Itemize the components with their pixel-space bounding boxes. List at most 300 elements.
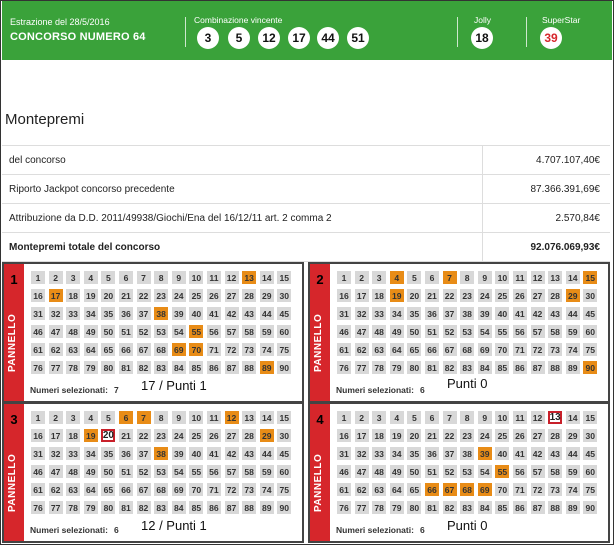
- number-cell[interactable]: 49: [84, 465, 98, 478]
- number-cell[interactable]: 71: [513, 343, 527, 356]
- number-cell[interactable]: 79: [84, 501, 98, 514]
- number-cell[interactable]: 37: [137, 307, 151, 320]
- number-cell[interactable]: 6: [425, 411, 439, 424]
- number-cell[interactable]: 46: [337, 465, 351, 478]
- number-cell[interactable]: 68: [460, 483, 474, 496]
- number-cell[interactable]: 63: [66, 343, 80, 356]
- number-cell[interactable]: 16: [31, 289, 45, 302]
- number-cell[interactable]: 33: [66, 447, 80, 460]
- number-cell[interactable]: 12: [531, 271, 545, 284]
- number-cell[interactable]: 75: [277, 483, 291, 496]
- number-cell[interactable]: 31: [337, 307, 351, 320]
- number-cell[interactable]: 22: [137, 289, 151, 302]
- number-cell[interactable]: 14: [566, 411, 580, 424]
- number-cell[interactable]: 42: [531, 307, 545, 320]
- number-cell[interactable]: 1: [31, 271, 45, 284]
- number-cell[interactable]: 71: [513, 483, 527, 496]
- number-cell[interactable]: 5: [101, 271, 115, 284]
- number-cell[interactable]: 16: [31, 429, 45, 442]
- number-cell[interactable]: 57: [531, 465, 545, 478]
- number-cell[interactable]: 32: [49, 307, 63, 320]
- number-cell[interactable]: 60: [583, 325, 597, 338]
- number-cell[interactable]: 67: [137, 343, 151, 356]
- number-cell[interactable]: 88: [548, 501, 562, 514]
- number-cell[interactable]: 67: [443, 483, 457, 496]
- number-cell[interactable]: 37: [443, 307, 457, 320]
- number-cell[interactable]: 27: [531, 289, 545, 302]
- number-cell[interactable]: 83: [460, 501, 474, 514]
- number-cell[interactable]: 77: [49, 501, 63, 514]
- number-cell[interactable]: 76: [31, 361, 45, 374]
- number-cell[interactable]: 22: [443, 429, 457, 442]
- number-cell[interactable]: 48: [372, 325, 386, 338]
- number-cell[interactable]: 43: [242, 307, 256, 320]
- number-cell[interactable]: 88: [242, 501, 256, 514]
- number-cell[interactable]: 48: [66, 465, 80, 478]
- number-cell[interactable]: 6: [119, 271, 133, 284]
- number-cell[interactable]: 28: [242, 429, 256, 442]
- number-cell[interactable]: 2: [355, 411, 369, 424]
- number-cell[interactable]: 45: [583, 307, 597, 320]
- number-cell[interactable]: 48: [66, 325, 80, 338]
- number-cell[interactable]: 40: [495, 307, 509, 320]
- number-cell[interactable]: 45: [583, 447, 597, 460]
- number-cell[interactable]: 76: [337, 501, 351, 514]
- number-cell[interactable]: 60: [277, 325, 291, 338]
- number-cell[interactable]: 4: [390, 411, 404, 424]
- number-cell[interactable]: 63: [372, 483, 386, 496]
- number-cell[interactable]: 36: [119, 447, 133, 460]
- number-cell[interactable]: 19: [390, 289, 404, 302]
- number-cell[interactable]: 89: [260, 361, 274, 374]
- number-cell[interactable]: 73: [548, 343, 562, 356]
- number-cell[interactable]: 46: [31, 465, 45, 478]
- number-cell[interactable]: 88: [548, 361, 562, 374]
- number-cell[interactable]: 85: [189, 501, 203, 514]
- number-cell[interactable]: 57: [225, 325, 239, 338]
- number-cell[interactable]: 23: [154, 429, 168, 442]
- number-cell[interactable]: 32: [355, 307, 369, 320]
- number-cell[interactable]: 25: [189, 429, 203, 442]
- number-cell[interactable]: 78: [66, 501, 80, 514]
- number-cell[interactable]: 13: [242, 411, 256, 424]
- number-cell[interactable]: 31: [31, 307, 45, 320]
- number-cell[interactable]: 67: [137, 483, 151, 496]
- number-cell[interactable]: 5: [407, 271, 421, 284]
- number-cell[interactable]: 75: [583, 343, 597, 356]
- number-cell[interactable]: 50: [101, 325, 115, 338]
- number-cell[interactable]: 80: [101, 501, 115, 514]
- number-cell[interactable]: 79: [84, 361, 98, 374]
- number-cell[interactable]: 56: [513, 325, 527, 338]
- number-cell[interactable]: 42: [225, 447, 239, 460]
- number-cell[interactable]: 3: [66, 271, 80, 284]
- number-cell[interactable]: 49: [390, 465, 404, 478]
- number-cell[interactable]: 34: [84, 307, 98, 320]
- number-cell[interactable]: 16: [337, 289, 351, 302]
- number-cell[interactable]: 44: [566, 307, 580, 320]
- number-cell[interactable]: 25: [495, 289, 509, 302]
- number-cell[interactable]: 85: [495, 501, 509, 514]
- number-cell[interactable]: 72: [225, 343, 239, 356]
- number-cell[interactable]: 55: [495, 325, 509, 338]
- number-cell[interactable]: 41: [207, 447, 221, 460]
- number-cell[interactable]: 39: [172, 307, 186, 320]
- number-cell[interactable]: 44: [260, 447, 274, 460]
- number-cell[interactable]: 10: [495, 271, 509, 284]
- number-cell[interactable]: 17: [355, 429, 369, 442]
- number-cell[interactable]: 15: [583, 411, 597, 424]
- number-cell[interactable]: 69: [172, 483, 186, 496]
- number-cell[interactable]: 41: [513, 447, 527, 460]
- number-cell[interactable]: 72: [225, 483, 239, 496]
- number-cell[interactable]: 38: [154, 307, 168, 320]
- number-cell[interactable]: 72: [531, 343, 545, 356]
- number-cell[interactable]: 50: [101, 465, 115, 478]
- number-cell[interactable]: 4: [390, 271, 404, 284]
- number-cell[interactable]: 27: [531, 429, 545, 442]
- number-cell[interactable]: 33: [372, 447, 386, 460]
- number-cell[interactable]: 29: [260, 429, 274, 442]
- number-cell[interactable]: 21: [119, 289, 133, 302]
- number-cell[interactable]: 56: [207, 325, 221, 338]
- number-cell[interactable]: 7: [137, 271, 151, 284]
- number-cell[interactable]: 65: [101, 483, 115, 496]
- number-cell[interactable]: 52: [443, 465, 457, 478]
- number-cell[interactable]: 73: [242, 343, 256, 356]
- number-cell[interactable]: 35: [407, 307, 421, 320]
- number-cell[interactable]: 76: [31, 501, 45, 514]
- number-cell[interactable]: 46: [31, 325, 45, 338]
- number-cell[interactable]: 90: [277, 361, 291, 374]
- number-cell[interactable]: 55: [189, 325, 203, 338]
- number-cell[interactable]: 24: [478, 289, 492, 302]
- number-cell[interactable]: 11: [513, 271, 527, 284]
- number-cell[interactable]: 52: [443, 325, 457, 338]
- number-cell[interactable]: 6: [119, 411, 133, 424]
- number-cell[interactable]: 34: [84, 447, 98, 460]
- number-cell[interactable]: 12: [531, 411, 545, 424]
- number-cell[interactable]: 77: [355, 361, 369, 374]
- number-cell[interactable]: 10: [189, 411, 203, 424]
- number-cell[interactable]: 4: [84, 411, 98, 424]
- number-cell[interactable]: 41: [513, 307, 527, 320]
- number-cell[interactable]: 89: [566, 501, 580, 514]
- number-cell[interactable]: 20: [101, 289, 115, 302]
- number-cell[interactable]: 9: [172, 271, 186, 284]
- number-cell[interactable]: 58: [548, 465, 562, 478]
- number-cell[interactable]: 62: [355, 343, 369, 356]
- number-cell[interactable]: 30: [583, 429, 597, 442]
- number-cell[interactable]: 47: [49, 465, 63, 478]
- number-cell[interactable]: 74: [260, 343, 274, 356]
- number-cell[interactable]: 29: [566, 289, 580, 302]
- number-cell[interactable]: 90: [583, 361, 597, 374]
- number-cell[interactable]: 69: [478, 483, 492, 496]
- number-cell[interactable]: 17: [49, 289, 63, 302]
- number-cell[interactable]: 73: [548, 483, 562, 496]
- number-cell[interactable]: 61: [337, 483, 351, 496]
- number-cell[interactable]: 51: [119, 325, 133, 338]
- number-cell[interactable]: 53: [154, 325, 168, 338]
- number-cell[interactable]: 81: [119, 501, 133, 514]
- number-cell[interactable]: 64: [84, 343, 98, 356]
- number-cell[interactable]: 47: [355, 465, 369, 478]
- number-cell[interactable]: 63: [66, 483, 80, 496]
- number-cell[interactable]: 74: [566, 343, 580, 356]
- number-cell[interactable]: 43: [548, 447, 562, 460]
- number-cell[interactable]: 55: [189, 465, 203, 478]
- number-cell[interactable]: 2: [355, 271, 369, 284]
- number-cell[interactable]: 43: [548, 307, 562, 320]
- number-cell[interactable]: 53: [460, 465, 474, 478]
- number-cell[interactable]: 50: [407, 325, 421, 338]
- number-cell[interactable]: 56: [513, 465, 527, 478]
- number-cell[interactable]: 28: [242, 289, 256, 302]
- number-cell[interactable]: 47: [355, 325, 369, 338]
- number-cell[interactable]: 59: [260, 325, 274, 338]
- number-cell[interactable]: 10: [495, 411, 509, 424]
- number-cell[interactable]: 9: [172, 411, 186, 424]
- number-cell[interactable]: 26: [207, 289, 221, 302]
- number-cell[interactable]: 70: [495, 343, 509, 356]
- number-cell[interactable]: 3: [372, 271, 386, 284]
- number-cell[interactable]: 36: [425, 447, 439, 460]
- number-cell[interactable]: 71: [207, 483, 221, 496]
- number-cell[interactable]: 35: [101, 447, 115, 460]
- number-cell[interactable]: 66: [119, 483, 133, 496]
- number-cell[interactable]: 8: [460, 411, 474, 424]
- number-cell[interactable]: 87: [531, 361, 545, 374]
- number-cell[interactable]: 54: [478, 325, 492, 338]
- number-cell[interactable]: 51: [119, 465, 133, 478]
- number-cell[interactable]: 68: [460, 343, 474, 356]
- number-cell[interactable]: 14: [566, 271, 580, 284]
- number-cell[interactable]: 28: [548, 429, 562, 442]
- number-cell[interactable]: 61: [337, 343, 351, 356]
- number-cell[interactable]: 85: [495, 361, 509, 374]
- number-cell[interactable]: 75: [277, 343, 291, 356]
- number-cell[interactable]: 11: [207, 411, 221, 424]
- number-cell[interactable]: 18: [66, 289, 80, 302]
- number-cell[interactable]: 24: [172, 289, 186, 302]
- number-cell[interactable]: 35: [101, 307, 115, 320]
- number-cell[interactable]: 37: [137, 447, 151, 460]
- number-cell[interactable]: 7: [137, 411, 151, 424]
- number-cell[interactable]: 8: [154, 411, 168, 424]
- number-cell[interactable]: 58: [548, 325, 562, 338]
- number-cell[interactable]: 44: [260, 307, 274, 320]
- number-cell[interactable]: 74: [566, 483, 580, 496]
- number-cell[interactable]: 89: [566, 361, 580, 374]
- number-cell[interactable]: 80: [407, 501, 421, 514]
- number-cell[interactable]: 20: [407, 289, 421, 302]
- number-cell[interactable]: 83: [460, 361, 474, 374]
- number-cell[interactable]: 59: [566, 465, 580, 478]
- number-cell[interactable]: 74: [260, 483, 274, 496]
- number-cell[interactable]: 86: [207, 501, 221, 514]
- number-cell[interactable]: 39: [478, 307, 492, 320]
- number-cell[interactable]: 26: [207, 429, 221, 442]
- number-cell[interactable]: 33: [372, 307, 386, 320]
- number-cell[interactable]: 13: [242, 271, 256, 284]
- number-cell[interactable]: 53: [154, 465, 168, 478]
- number-cell[interactable]: 8: [460, 271, 474, 284]
- number-cell[interactable]: 42: [531, 447, 545, 460]
- number-cell[interactable]: 12: [225, 271, 239, 284]
- number-cell[interactable]: 7: [443, 271, 457, 284]
- number-cell[interactable]: 64: [390, 483, 404, 496]
- number-cell[interactable]: 86: [513, 361, 527, 374]
- number-cell[interactable]: 21: [119, 429, 133, 442]
- number-cell[interactable]: 21: [425, 289, 439, 302]
- number-cell[interactable]: 82: [137, 361, 151, 374]
- number-cell[interactable]: 21: [425, 429, 439, 442]
- number-cell[interactable]: 2: [49, 411, 63, 424]
- number-cell[interactable]: 75: [583, 483, 597, 496]
- number-cell[interactable]: 29: [566, 429, 580, 442]
- number-cell[interactable]: 43: [242, 447, 256, 460]
- number-cell[interactable]: 11: [513, 411, 527, 424]
- number-cell[interactable]: 55: [495, 465, 509, 478]
- number-cell[interactable]: 78: [66, 361, 80, 374]
- number-cell[interactable]: 26: [513, 429, 527, 442]
- number-cell[interactable]: 62: [355, 483, 369, 496]
- number-cell[interactable]: 71: [207, 343, 221, 356]
- number-cell[interactable]: 47: [49, 325, 63, 338]
- number-cell[interactable]: 66: [425, 343, 439, 356]
- number-cell[interactable]: 57: [225, 465, 239, 478]
- number-cell[interactable]: 3: [372, 411, 386, 424]
- number-cell[interactable]: 77: [355, 501, 369, 514]
- number-cell[interactable]: 32: [49, 447, 63, 460]
- number-cell[interactable]: 59: [260, 465, 274, 478]
- number-cell[interactable]: 23: [154, 289, 168, 302]
- number-cell[interactable]: 83: [154, 501, 168, 514]
- number-cell[interactable]: 54: [172, 465, 186, 478]
- number-cell[interactable]: 24: [172, 429, 186, 442]
- number-cell[interactable]: 60: [583, 465, 597, 478]
- number-cell[interactable]: 82: [443, 501, 457, 514]
- number-cell[interactable]: 38: [460, 447, 474, 460]
- number-cell[interactable]: 87: [531, 501, 545, 514]
- number-cell[interactable]: 62: [49, 483, 63, 496]
- number-cell[interactable]: 67: [443, 343, 457, 356]
- number-cell[interactable]: 30: [277, 289, 291, 302]
- number-cell[interactable]: 23: [460, 289, 474, 302]
- number-cell[interactable]: 65: [101, 343, 115, 356]
- number-cell[interactable]: 37: [443, 447, 457, 460]
- number-cell[interactable]: 15: [277, 411, 291, 424]
- number-cell[interactable]: 32: [355, 447, 369, 460]
- number-cell[interactable]: 28: [548, 289, 562, 302]
- number-cell[interactable]: 7: [443, 411, 457, 424]
- number-cell[interactable]: 70: [189, 483, 203, 496]
- number-cell[interactable]: 1: [337, 411, 351, 424]
- number-cell[interactable]: 82: [443, 361, 457, 374]
- number-cell[interactable]: 68: [154, 343, 168, 356]
- number-cell[interactable]: 72: [531, 483, 545, 496]
- number-cell[interactable]: 11: [207, 271, 221, 284]
- number-cell[interactable]: 25: [495, 429, 509, 442]
- number-cell[interactable]: 87: [225, 361, 239, 374]
- number-cell[interactable]: 78: [372, 361, 386, 374]
- number-cell[interactable]: 19: [390, 429, 404, 442]
- number-cell[interactable]: 79: [390, 361, 404, 374]
- number-cell[interactable]: 62: [49, 343, 63, 356]
- number-cell[interactable]: 16: [337, 429, 351, 442]
- number-cell[interactable]: 82: [137, 501, 151, 514]
- number-cell[interactable]: 66: [425, 483, 439, 496]
- number-cell[interactable]: 54: [172, 325, 186, 338]
- number-cell[interactable]: 17: [49, 429, 63, 442]
- number-cell[interactable]: 30: [277, 429, 291, 442]
- number-cell[interactable]: 84: [172, 361, 186, 374]
- number-cell[interactable]: 23: [460, 429, 474, 442]
- number-cell[interactable]: 81: [425, 361, 439, 374]
- number-cell[interactable]: 8: [154, 271, 168, 284]
- number-cell[interactable]: 77: [49, 361, 63, 374]
- number-cell[interactable]: 61: [31, 483, 45, 496]
- number-cell[interactable]: 81: [425, 501, 439, 514]
- number-cell[interactable]: 58: [242, 465, 256, 478]
- number-cell[interactable]: 86: [207, 361, 221, 374]
- number-cell[interactable]: 20: [102, 430, 114, 441]
- number-cell[interactable]: 30: [583, 289, 597, 302]
- number-cell[interactable]: 87: [225, 501, 239, 514]
- number-cell[interactable]: 2: [49, 271, 63, 284]
- number-cell[interactable]: 36: [119, 307, 133, 320]
- number-cell[interactable]: 18: [66, 429, 80, 442]
- number-cell[interactable]: 3: [66, 411, 80, 424]
- number-cell[interactable]: 13: [548, 271, 562, 284]
- number-cell[interactable]: 18: [372, 429, 386, 442]
- number-cell[interactable]: 49: [84, 325, 98, 338]
- number-cell[interactable]: 24: [478, 429, 492, 442]
- number-cell[interactable]: 61: [31, 343, 45, 356]
- number-cell[interactable]: 40: [495, 447, 509, 460]
- number-cell[interactable]: 54: [478, 465, 492, 478]
- number-cell[interactable]: 22: [137, 429, 151, 442]
- number-cell[interactable]: 1: [337, 271, 351, 284]
- number-cell[interactable]: 88: [242, 361, 256, 374]
- number-cell[interactable]: 12: [225, 411, 239, 424]
- number-cell[interactable]: 79: [390, 501, 404, 514]
- number-cell[interactable]: 60: [277, 465, 291, 478]
- number-cell[interactable]: 63: [372, 343, 386, 356]
- number-cell[interactable]: 90: [277, 501, 291, 514]
- number-cell[interactable]: 86: [513, 501, 527, 514]
- number-cell[interactable]: 89: [260, 501, 274, 514]
- number-cell[interactable]: 22: [443, 289, 457, 302]
- number-cell[interactable]: 51: [425, 325, 439, 338]
- number-cell[interactable]: 38: [154, 447, 168, 460]
- number-cell[interactable]: 31: [31, 447, 45, 460]
- number-cell[interactable]: 35: [407, 447, 421, 460]
- number-cell[interactable]: 48: [372, 465, 386, 478]
- number-cell[interactable]: 45: [277, 447, 291, 460]
- number-cell[interactable]: 31: [337, 447, 351, 460]
- number-cell[interactable]: 64: [390, 343, 404, 356]
- number-cell[interactable]: 18: [372, 289, 386, 302]
- number-cell[interactable]: 42: [225, 307, 239, 320]
- number-cell[interactable]: 81: [119, 361, 133, 374]
- number-cell[interactable]: 83: [154, 361, 168, 374]
- number-cell[interactable]: 38: [460, 307, 474, 320]
- number-cell[interactable]: 33: [66, 307, 80, 320]
- number-cell[interactable]: 34: [390, 447, 404, 460]
- number-cell[interactable]: 57: [531, 325, 545, 338]
